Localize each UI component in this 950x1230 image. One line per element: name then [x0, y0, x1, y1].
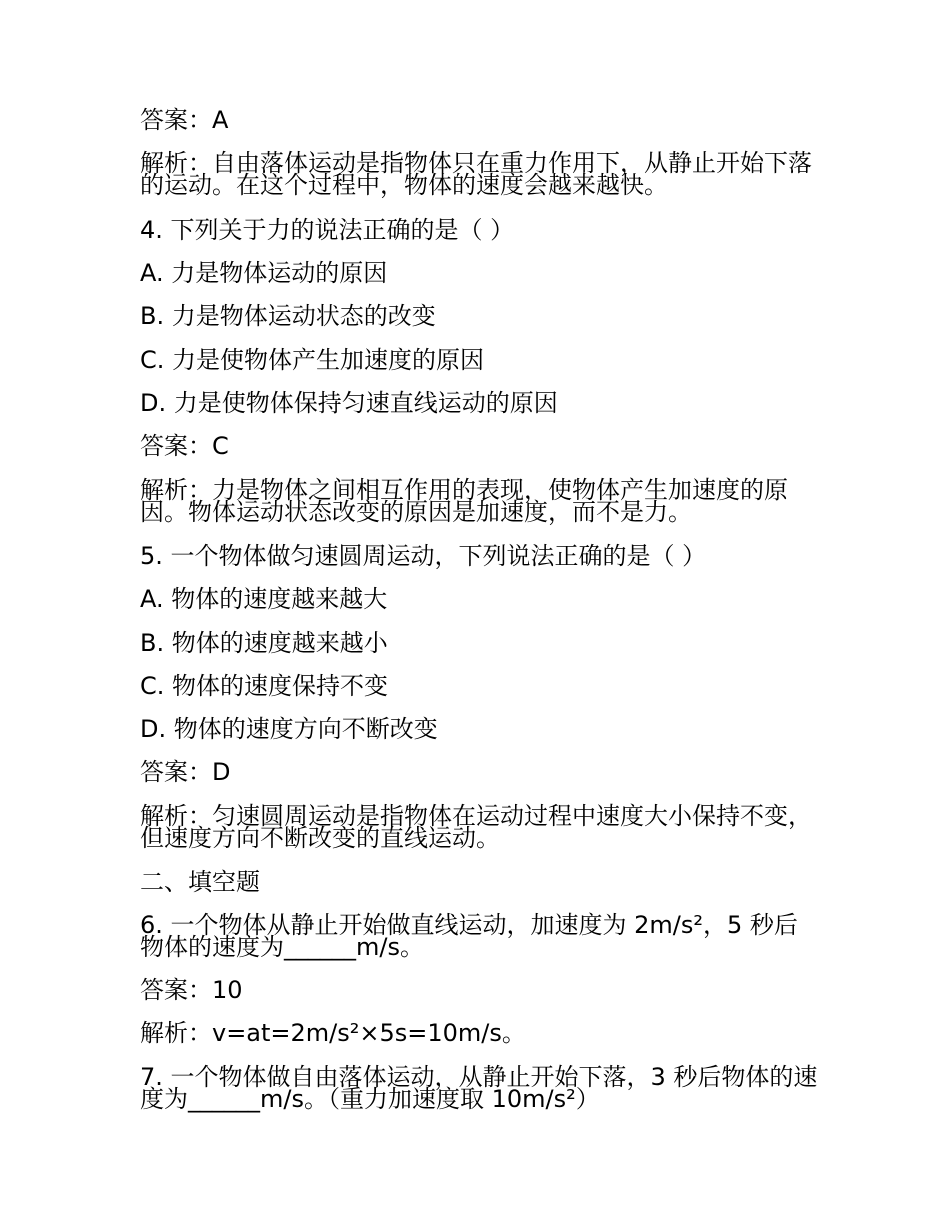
- question-5: 5. 一个物体做匀速圆周运动，下列说法正确的是（ ）: [140, 542, 707, 570]
- answer-4: 答案：C: [140, 432, 229, 460]
- question-7: 7. 一个物体做自由落体运动，从静止开始下落，3 秒后物体的速度为______m/s。（重力加速度取 10m/s²）: [140, 1063, 818, 1113]
- option-5c: C. 物体的速度保持不变: [140, 672, 389, 700]
- answer-6: 答案：10: [140, 976, 243, 1004]
- option-4c: C. 力是使物体产生加速度的原因: [140, 346, 485, 374]
- option-4a: A. 力是物体运动的原因: [140, 259, 388, 287]
- answer-5: 答案：D: [140, 758, 231, 786]
- option-5b: B. 物体的速度越来越小: [140, 629, 388, 657]
- explanation-3: 解析：自由落体运动是指物体只在重力作用下，从静止开始下落的运动。在这个过程中，物体的速度会越来越快。: [140, 149, 812, 199]
- question-6: 6. 一个物体从静止开始做直线运动，加速度为 2m/s²，5 秒后物体的速度为______m/s。: [140, 911, 798, 961]
- question-4: 4. 下列关于力的说法正确的是（ ）: [140, 216, 515, 244]
- answer-3: 答案：A: [140, 106, 229, 134]
- option-5a: A. 物体的速度越来越大: [140, 585, 388, 613]
- explanation-4: 解析：力是物体之间相互作用的表现，使物体产生加速度的原因。物体运动状态改变的原因是加速度，而不是力。: [140, 476, 788, 526]
- option-4b: B. 力是物体运动状态的改变: [140, 302, 436, 330]
- explanation-6: 解析：v=at=2m/s²×5s=10m/s。: [140, 1019, 526, 1047]
- option-4d: D. 力是使物体保持匀速直线运动的原因: [140, 389, 558, 417]
- explanation-5: 解析：匀速圆周运动是指物体在运动过程中速度大小保持不变，但速度方向不断改变的直线运动。: [140, 802, 812, 852]
- section-heading: 二、填空题: [140, 868, 260, 896]
- option-5d: D. 物体的速度方向不断改变: [140, 715, 438, 743]
